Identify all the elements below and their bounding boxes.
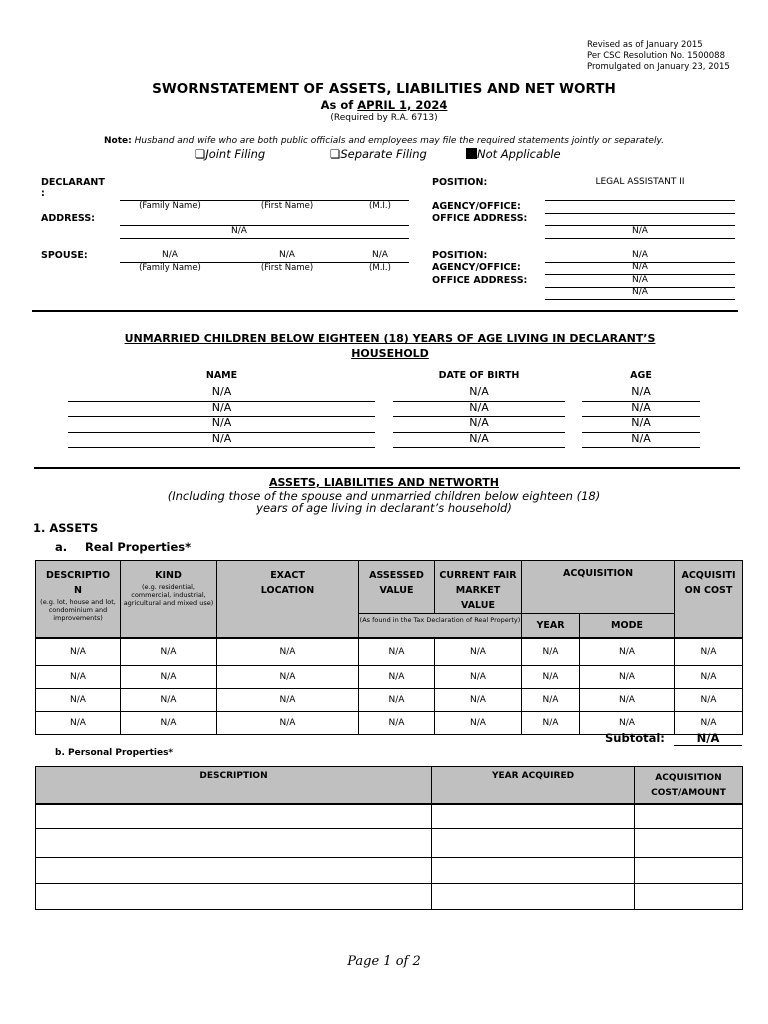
address-label: ADDRESS: [41,213,95,224]
as-of-line [0,98,768,112]
table-cell[interactable]: N/A [522,638,580,666]
table-cell[interactable]: N/A [121,689,217,712]
header-assessed-text: ASSESSED VALUE [369,570,424,596]
alnw-subtitle-line1: (Including those of the spouse and unmarried children below eighteen (18) [167,489,601,503]
header-acq-cost [675,561,743,638]
header-location [217,561,359,638]
real-properties-table [35,560,743,735]
spouse-office-address-label: OFFICE ADDRESS: [432,275,528,286]
header-acq-cost-line2: COST/AMOUNT [651,788,726,798]
checkbox-filled-icon[interactable] [466,148,477,159]
declarant-label: DECLARANT [41,177,105,188]
table-row [36,829,743,858]
page-number: Page 1 of 2 [347,954,421,969]
header-year-acquired-text: YEAR ACQUIRED [491,771,575,781]
separate-filing-option[interactable] [330,147,427,161]
checkbox-empty-icon[interactable]: ❏ [195,147,206,161]
required-by: (Required by R.A. 6713) [330,113,438,123]
table-cell[interactable]: N/A [36,666,121,689]
table-cell[interactable]: N/A [36,638,121,666]
header-tax-note [359,614,522,638]
header-description-text: DESCRIPTIO [45,570,111,581]
table-cell[interactable]: N/A [359,712,435,735]
spouse-position-label: POSITION: [432,250,488,261]
note [0,136,768,146]
table-cell[interactable]: N/A [121,712,217,735]
table-cell[interactable]: N/A [580,666,675,689]
header-kind-note: (e.g. residential, commercial, industrial, agricultural and mixed use) [123,583,214,607]
first-name-caption: (First Name) [260,201,314,211]
table-cell[interactable]: N/A [522,666,580,689]
position-value: LEGAL ASSISTANT II [595,177,685,187]
real-properties-letter: a. [55,540,68,554]
table-cell[interactable]: N/A [675,638,743,666]
table-cell[interactable] [635,884,743,910]
table-cell[interactable]: N/A [121,666,217,689]
spouse-mi: N/A [372,250,388,260]
spouse-family-name-caption: (Family Name) [139,263,201,273]
table-cell[interactable] [36,884,432,910]
spouse-first-name: N/A [279,250,295,260]
header-acquisition-text: ACQUISITION [562,568,634,579]
table-cell[interactable]: N/A [359,689,435,712]
office-address-line-2[interactable] [545,238,735,239]
child-name: N/A [211,416,232,429]
spouse-position-value: N/A [632,250,648,260]
table-row [36,638,743,666]
header-personal-description [36,767,432,804]
table-row [36,858,743,884]
table-cell[interactable]: N/A [36,689,121,712]
header-acq-cost-text: ACQUISITI ON COST [681,570,736,596]
table-cell[interactable] [432,858,635,884]
child-age: N/A [631,401,651,414]
personal-properties-heading: b. Personal Properties* [55,748,174,758]
spouse-office-address-value-1: N/A [632,275,648,285]
header-tax-note-text: (As found in the Tax Declaration of Real Property) [359,616,521,624]
table-row [36,804,743,829]
revision-line: Promulgated on January 23, 2015 [587,62,730,72]
spouse-first-name-caption: (First Name) [260,263,314,273]
declarant-colon: : [41,188,45,199]
child-name: N/A [211,385,232,398]
spouse-family-name: N/A [162,250,178,260]
child-row-line[interactable] [68,447,375,448]
child-row-line[interactable] [393,447,565,448]
table-cell[interactable] [36,804,432,829]
header-acq-cost-line1: ACQUISITION [655,773,722,783]
header-fair-market [435,561,522,614]
section-divider [32,310,738,312]
address-value: N/A [231,226,247,236]
mi-caption: (M.I.) [369,201,391,211]
header-year-acquired [432,767,635,804]
alnw-subtitle-line2: years of age living in declarant’s household) [256,501,512,515]
position-line[interactable] [545,200,735,201]
header-year [522,614,580,638]
children-title-line1: UNMARRIED CHILDREN BELOW EIGHTEEN (18) YEARS OF AGE LIVING IN DECLARANT’S [124,332,656,345]
office-address-label: OFFICE ADDRESS: [432,213,528,224]
joint-filing-option[interactable] [195,147,265,161]
revision-line: Revised as of January 2015 [587,40,703,50]
children-title-line2: HOUSEHOLD [351,347,429,360]
table-cell[interactable]: N/A [675,666,743,689]
header-description [36,561,121,638]
table-cell[interactable]: N/A [580,638,675,666]
table-row [36,884,743,910]
section-divider [34,467,740,469]
separate-filing-label: Separate Filing [340,147,427,161]
table-cell[interactable]: N/A [435,712,522,735]
header-location-text: EXACT LOCATION [260,570,315,596]
form-title: SWORNSTATEMENT OF ASSETS, LIABILITIES AND NET WORTH [152,81,616,97]
not-applicable-label: Not Applicable [477,147,561,161]
header-description-text2: N [74,585,82,596]
spouse-office-address-value-2: N/A [632,287,648,297]
header-kind [121,561,217,638]
table-cell[interactable]: N/A [675,712,743,735]
header-mode [580,614,675,638]
office-address-value: N/A [632,226,648,236]
spouse-mi-caption: (M.I.) [369,263,391,273]
as-of-date: APRIL 1, 2024 [357,98,448,112]
table-cell[interactable]: N/A [522,712,580,735]
child-row-line[interactable] [582,447,700,448]
header-acquisition-cost [635,767,743,804]
note-text: Husband and wife who are both public officials and employees may file the required statements jointly or separately. [131,136,664,146]
personal-properties-table [35,766,743,910]
table-cell[interactable] [36,858,432,884]
real-properties-heading: Real Properties* [85,540,192,554]
table-cell[interactable]: N/A [217,712,359,735]
family-name-caption: (Family Name) [139,201,201,211]
subtotal-label: Subtotal: [605,731,665,745]
header-acquisition [522,561,675,614]
table-cell[interactable] [635,804,743,829]
child-dob: N/A [469,432,489,445]
table-cell[interactable]: N/A [435,666,522,689]
note-label: Note: [104,136,132,146]
revision-info [587,40,730,73]
agency-line[interactable] [545,213,735,214]
assets-heading: 1. ASSETS [33,521,99,535]
child-dob: N/A [469,416,489,429]
children-col-age: AGE [630,370,652,381]
table-cell[interactable]: N/A [435,689,522,712]
child-name: N/A [211,432,232,445]
table-cell[interactable] [635,829,743,858]
table-cell[interactable] [432,829,635,858]
table-cell[interactable]: N/A [359,666,435,689]
spouse-agency-value: N/A [632,262,648,272]
spouse-label: SPOUSE: [41,250,88,261]
header-personal-description-text: DESCRIPTION [199,771,268,781]
table-row [36,666,743,689]
subtotal-line [674,745,742,746]
table-cell[interactable]: N/A [435,638,522,666]
header-kind-text: KIND [155,570,182,581]
header-fair-market-text: CURRENT FAIR MARKET VALUE [439,570,517,611]
table-cell[interactable] [36,829,432,858]
revision-line: Per CSC Resolution No. 1500088 [587,51,726,61]
child-age: N/A [631,385,651,398]
table-cell[interactable]: N/A [359,638,435,666]
child-name: N/A [211,401,232,414]
table-cell[interactable]: N/A [675,689,743,712]
spouse-office-address-line-2[interactable] [545,299,735,300]
header-description-note: (e.g. lot, house and lot, condominium and improvements) [40,598,116,622]
spouse-agency-label: AGENCY/OFFICE: [432,262,521,273]
table-cell[interactable]: N/A [36,712,121,735]
checkbox-empty-icon[interactable]: ❏ [330,147,341,161]
table-cell[interactable]: N/A [121,638,217,666]
children-col-dob: DATE OF BIRTH [438,370,520,381]
child-dob: N/A [469,385,489,398]
as-of-prefix: As of [320,98,358,112]
table-cell[interactable]: N/A [217,689,359,712]
table-cell[interactable]: N/A [580,689,675,712]
agency-label: AGENCY/OFFICE: [432,201,521,212]
table-cell[interactable] [432,884,635,910]
address-line-2[interactable] [120,238,409,239]
child-dob: N/A [469,401,489,414]
table-cell[interactable] [432,804,635,829]
header-assessed [359,561,435,614]
child-age: N/A [631,432,651,445]
table-row [36,689,743,712]
header-mode-text: MODE [611,619,643,631]
subtotal-value: N/A [696,731,720,745]
table-cell[interactable]: N/A [217,638,359,666]
position-label: POSITION: [432,177,488,188]
joint-filing-label: Joint Filing [205,147,266,161]
table-cell[interactable]: N/A [522,689,580,712]
table-cell[interactable]: N/A [580,712,675,735]
header-year-text: YEAR [536,619,565,631]
table-cell[interactable] [635,858,743,884]
children-col-name: NAME [205,370,238,381]
alnw-title: ASSETS, LIABILITIES AND NETWORTH [269,476,499,489]
table-cell[interactable]: N/A [217,666,359,689]
not-applicable-option[interactable] [466,147,561,161]
child-age: N/A [631,416,651,429]
